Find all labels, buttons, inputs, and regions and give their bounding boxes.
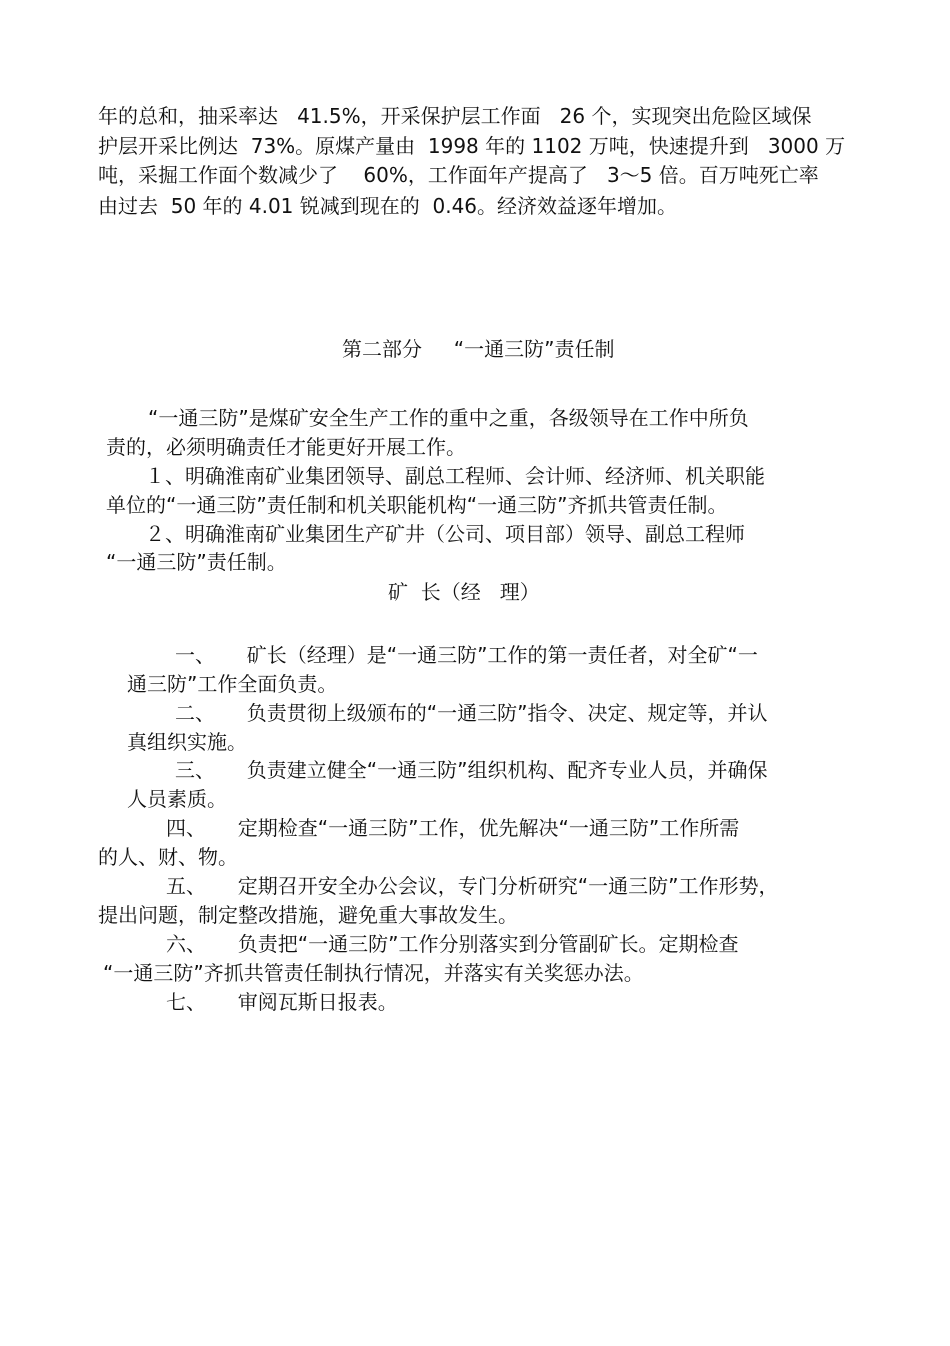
para-line-6: “一通三防”责任制。	[106, 550, 287, 574]
intro-line-2: 护层开采比例达 73%。原煤产量由 1998 年的 1102 万吨，快速提升到 3000 万	[98, 134, 846, 158]
para-line-2: 责的，必须明确责任才能更好开展工作。	[106, 435, 466, 459]
sub-heading: 矿 长（经 理）	[388, 580, 540, 604]
section-heading: 第二部分 “一通三防”责任制	[342, 337, 615, 361]
item-5-line-1: 五、 定期召开安全办公会议，专门分析研究“一通三防”工作形势，	[166, 874, 779, 898]
intro-line-1: 年的总和，抽采率达 41.5%，开采保护层工作面 26 个，实现突出危险区域保	[98, 104, 812, 128]
item-5-line-2: 提出问题，制定整改措施，避免重大事故发生。	[98, 903, 518, 927]
item-3-line-1: 三、 负责建立健全“一通三防”组织机构、配齐专业人员，并确保	[175, 758, 768, 782]
item-1-line-1: 一、 矿长（经理）是“一通三防”工作的第一责任者，对全矿“一	[175, 643, 758, 667]
item-1-line-2: 通三防”工作全面负责。	[127, 672, 338, 696]
item-4-line-1: 四、 定期检查“一通三防”工作，优先解决“一通三防”工作所需	[166, 816, 740, 840]
para-line-1: “一通三防”是煤矿安全生产工作的重中之重，各级领导在工作中所负	[148, 406, 749, 430]
item-7-line-1: 七、 审阅瓦斯日报表。	[166, 990, 398, 1014]
intro-line-4: 由过去 50 年的 4.01 锐减到现在的 0.46。经济效益逐年增加。	[98, 194, 678, 218]
item-3-line-2: 人员素质。	[127, 787, 227, 811]
item-2-line-1: 二、 负责贯彻上级颁布的“一通三防”指令、决定、规定等，并认	[175, 701, 768, 725]
intro-line-3: 吨，采掘工作面个数减少了 60%，工作面年产提高了 3～5 倍。百万吨死亡率	[98, 163, 819, 187]
para-line-3: １、明确淮南矿业集团领导、副总工程师、会计师、经济师、机关职能	[145, 464, 765, 488]
item-6-line-1: 六、 负责把“一通三防”工作分别落实到分管副矿长。定期检查	[166, 932, 739, 956]
item-4-line-2: 的人、财、物。	[98, 845, 238, 869]
para-line-4: 单位的“一通三防”责任制和机关职能机构“一通三防”齐抓共管责任制。	[106, 493, 728, 517]
para-line-5: ２、明确淮南矿业集团生产矿井（公司、项目部）领导、副总工程师	[145, 522, 745, 546]
item-2-line-2: 真组织实施。	[127, 730, 247, 754]
item-6-line-2: “一通三防”齐抓共管责任制执行情况，并落实有关奖惩办法。	[103, 961, 644, 985]
